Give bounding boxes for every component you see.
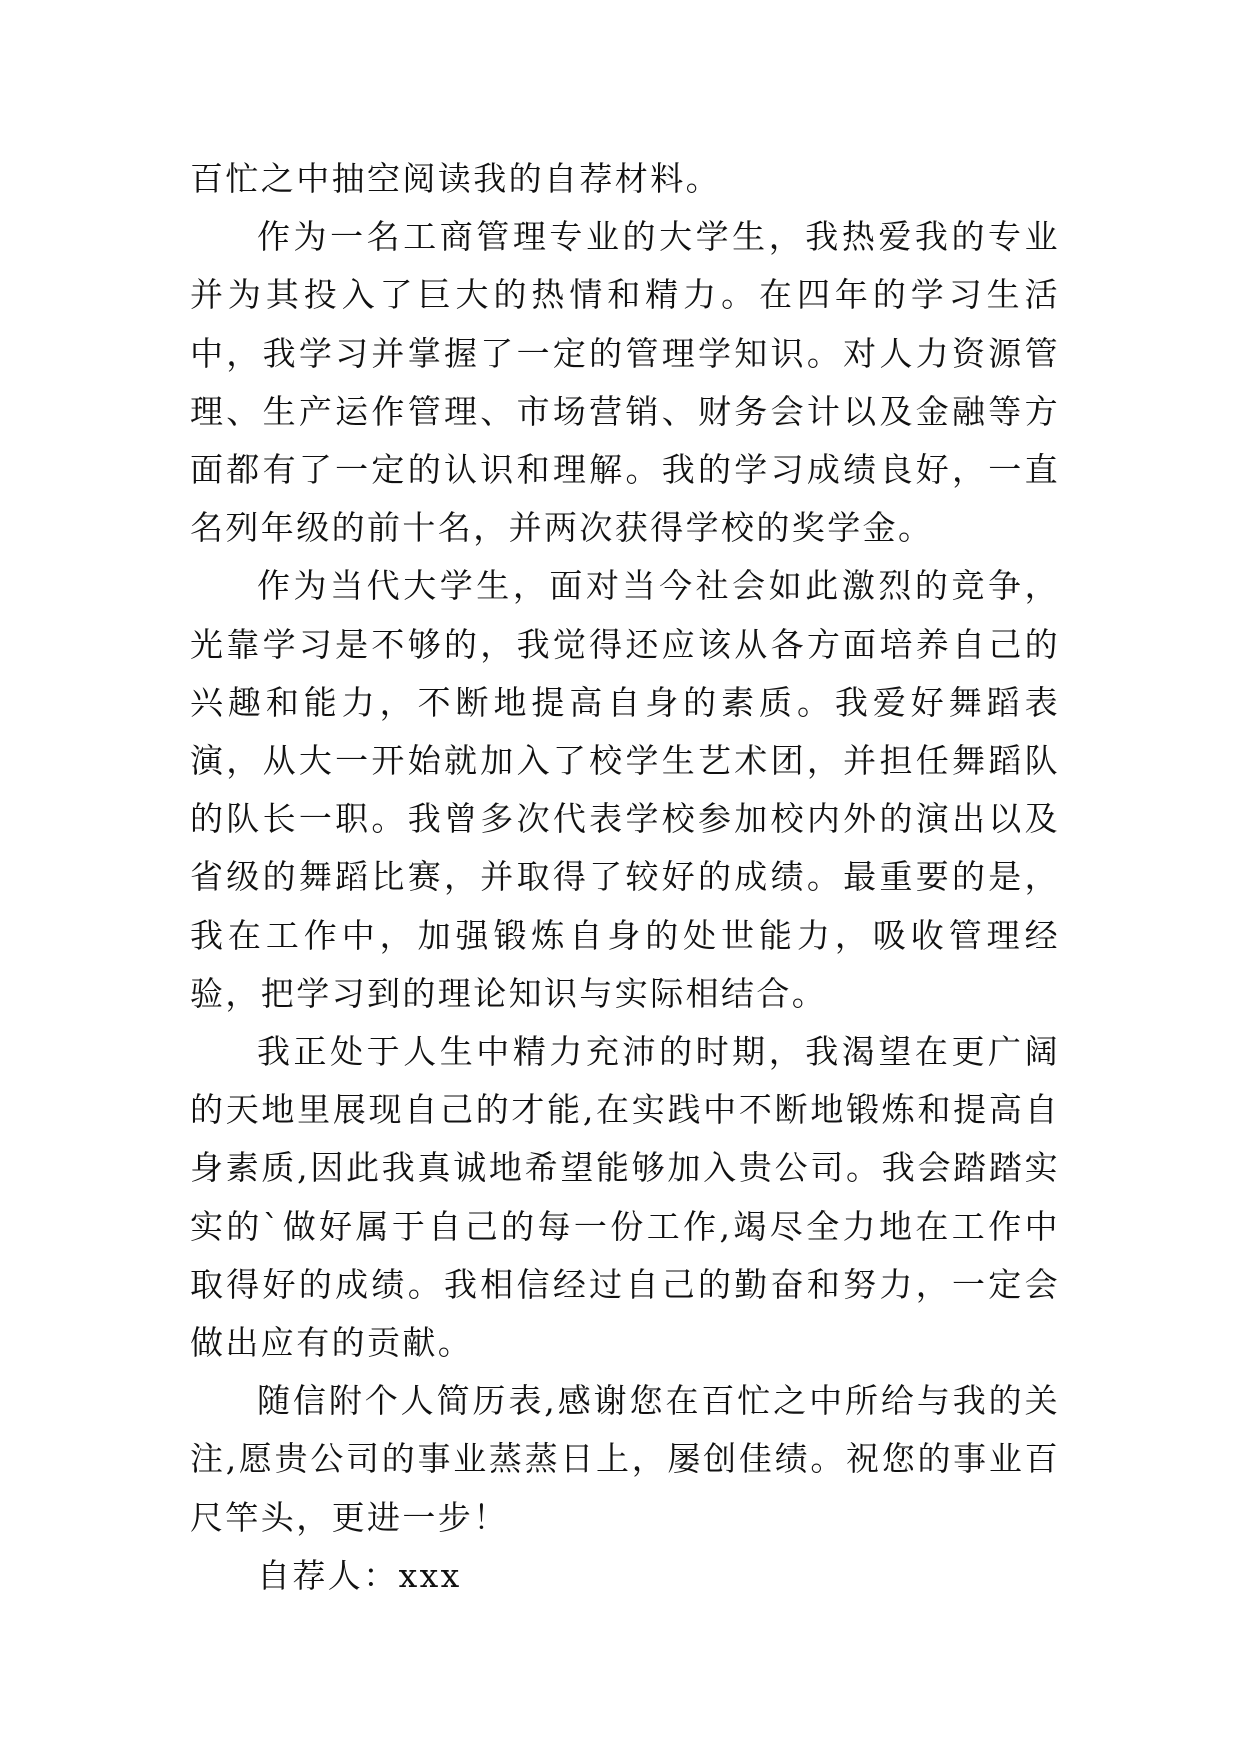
paragraph-closing: 随信附个人简历表,感谢您在百忙之中所给与我的关注,愿贵公司的事业蒸蒸日上，屡创佳绩。祝您的事业百尺竿头，更进一步！ [190,1381,1060,1537]
signature-line: 自荐人：xxx [257,1555,462,1595]
letter-body [190,150,1060,1605]
paragraph-aspiration: 我正处于人生中精力充沛的时期，我渴望在更广阔的天地里展现自己的才能,在实践中不断地锻炼和提高自身素质,因此我真诚地希望能够加入贵公司。我会踏踏实实的`做好属于自己的每一份工作,竭尽全力地在工作中取得好的成绩。我相信经过自己的勤奋和努力，一定会做出应有的贡献。 [190,1032,1060,1363]
paragraph-major: 作为一名工商管理专业的大学生，我热爱我的专业并为其投入了巨大的热情和精力。在四年的学习生活中，我学习并掌握了一定的管理学知识。对人力资源管理、生产运作管理、市场营销、财务会计以及金融等方面都有了一定的认识和理解。我的学习成绩良好，一直名列年级的前十名，并两次获得学校的奖学金。 [190,217,1060,548]
paragraph-activities: 作为当代大学生，面对当今社会如此激烈的竞争，光靠学习是不够的，我觉得还应该从各方面培养自己的兴趣和能力，不断地提高自身的素质。我爱好舞蹈表演，从大一开始就加入了校学生艺术团，并担任舞蹈队的队长一职。我曾多次代表学校参加校内外的演出以及省级的舞蹈比赛，并取得了较好的成绩。最重要的是，我在工作中，加强锻炼自身的处世能力，吸收管理经验，把学习到的理论知识与实际相结合。 [190,566,1060,1013]
paragraph-continuation: 百忙之中抽空阅读我的自荐材料。 [190,159,721,198]
